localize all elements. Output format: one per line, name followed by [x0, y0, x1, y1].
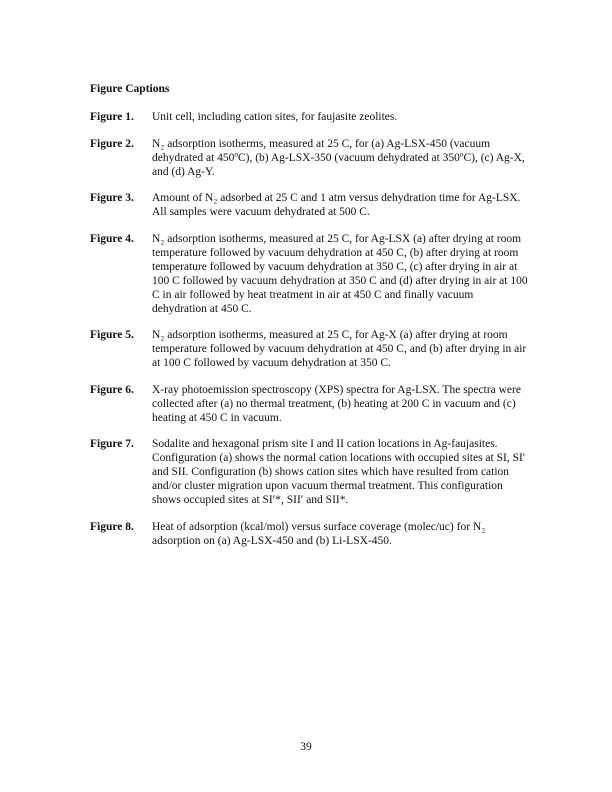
caption-figure-6	[90, 383, 530, 425]
caption-figure-4	[90, 232, 530, 316]
caption-figure-8	[90, 520, 530, 548]
caption-text: Amount of N₂ adsorbed at 25 C and 1 atm versus dehydration time for Ag-LSX. All samples were vacuum dehydrated at 500 C.	[152, 192, 521, 218]
caption-label: Figure 5.	[90, 329, 134, 341]
caption-figure-7	[90, 437, 530, 507]
caption-figure-2	[90, 137, 530, 179]
caption-text: N₂ adsorption isotherms, measured at 25 C, for (a) Ag-LSX-450 (vacuum dehydrated at 450ºC), (b) Ag-LSX-350 (vacuum dehydrated at 350ºC), (c) Ag-X, and (d) Ag-Y.	[152, 137, 525, 178]
caption-figure-3	[90, 191, 530, 219]
caption-text: Sodalite and hexagonal prism site I and II cation locations in Ag-faujasites. Configuration (a) shows the normal cation locations with occupied sites at SI, SI′ and SII. Configuration (b) shows cation sites which have resulted from cation and/or cluster migration upon vacuum thermal treatment. This configuration shows occupied sites at SI′*, SII′ and SII*.	[152, 438, 526, 506]
caption-label: Figure 8.	[90, 520, 134, 533]
caption-label: Figure 3.	[90, 192, 134, 204]
caption-text: N₂ adsorption isotherms, measured at 25 C, for Ag-LSX (a) after drying at room temperature followed by vacuum dehydration at 450 C, (b) after drying at room temperature followed by vacuum dehydration at 350 C, (c) after drying in air at 100 C followed by vacuum dehydration at 350 C and (d) after drying in air at 100 C in air followed by heat treatment in air at 450 C and finally vacuum dehydration at 450 C.	[152, 232, 528, 315]
caption-text: N₂ adsorption isotherms, measured at 25 C, for Ag-X (a) after drying at room temperature followed by vacuum dehydration at 450 C, and (b) after drying in air at 100 C followed by vacuum dehydration at 350 C.	[152, 329, 527, 369]
caption-list	[90, 110, 530, 560]
caption-text: X-ray photoemission spectroscopy (XPS) spectra for Ag-LSX. The spectra were collected after (a) no thermal treatment, (b) heating at 200 C in vacuum and (c) heating at 450 C in vacuum.	[152, 383, 521, 424]
caption-figure-1	[90, 110, 530, 124]
caption-label: Figure 2.	[90, 137, 134, 150]
caption-label: Figure 6.	[90, 383, 134, 396]
page-number: 39	[300, 741, 312, 753]
caption-label: Figure 7.	[90, 438, 134, 450]
page-heading: Figure Captions	[90, 83, 170, 95]
caption-figure-5	[90, 328, 530, 370]
caption-label: Figure 1.	[90, 111, 134, 123]
caption-text: Unit cell, including cation sites, for faujasite zeolites.	[152, 111, 398, 123]
caption-text: Heat of adsorption (kcal/mol) versus surface coverage (molec/uc) for N₂ adsorption on (a) Ag-LSX-450 and (b) Li-LSX-450.	[152, 520, 486, 547]
caption-label: Figure 4.	[90, 232, 134, 245]
